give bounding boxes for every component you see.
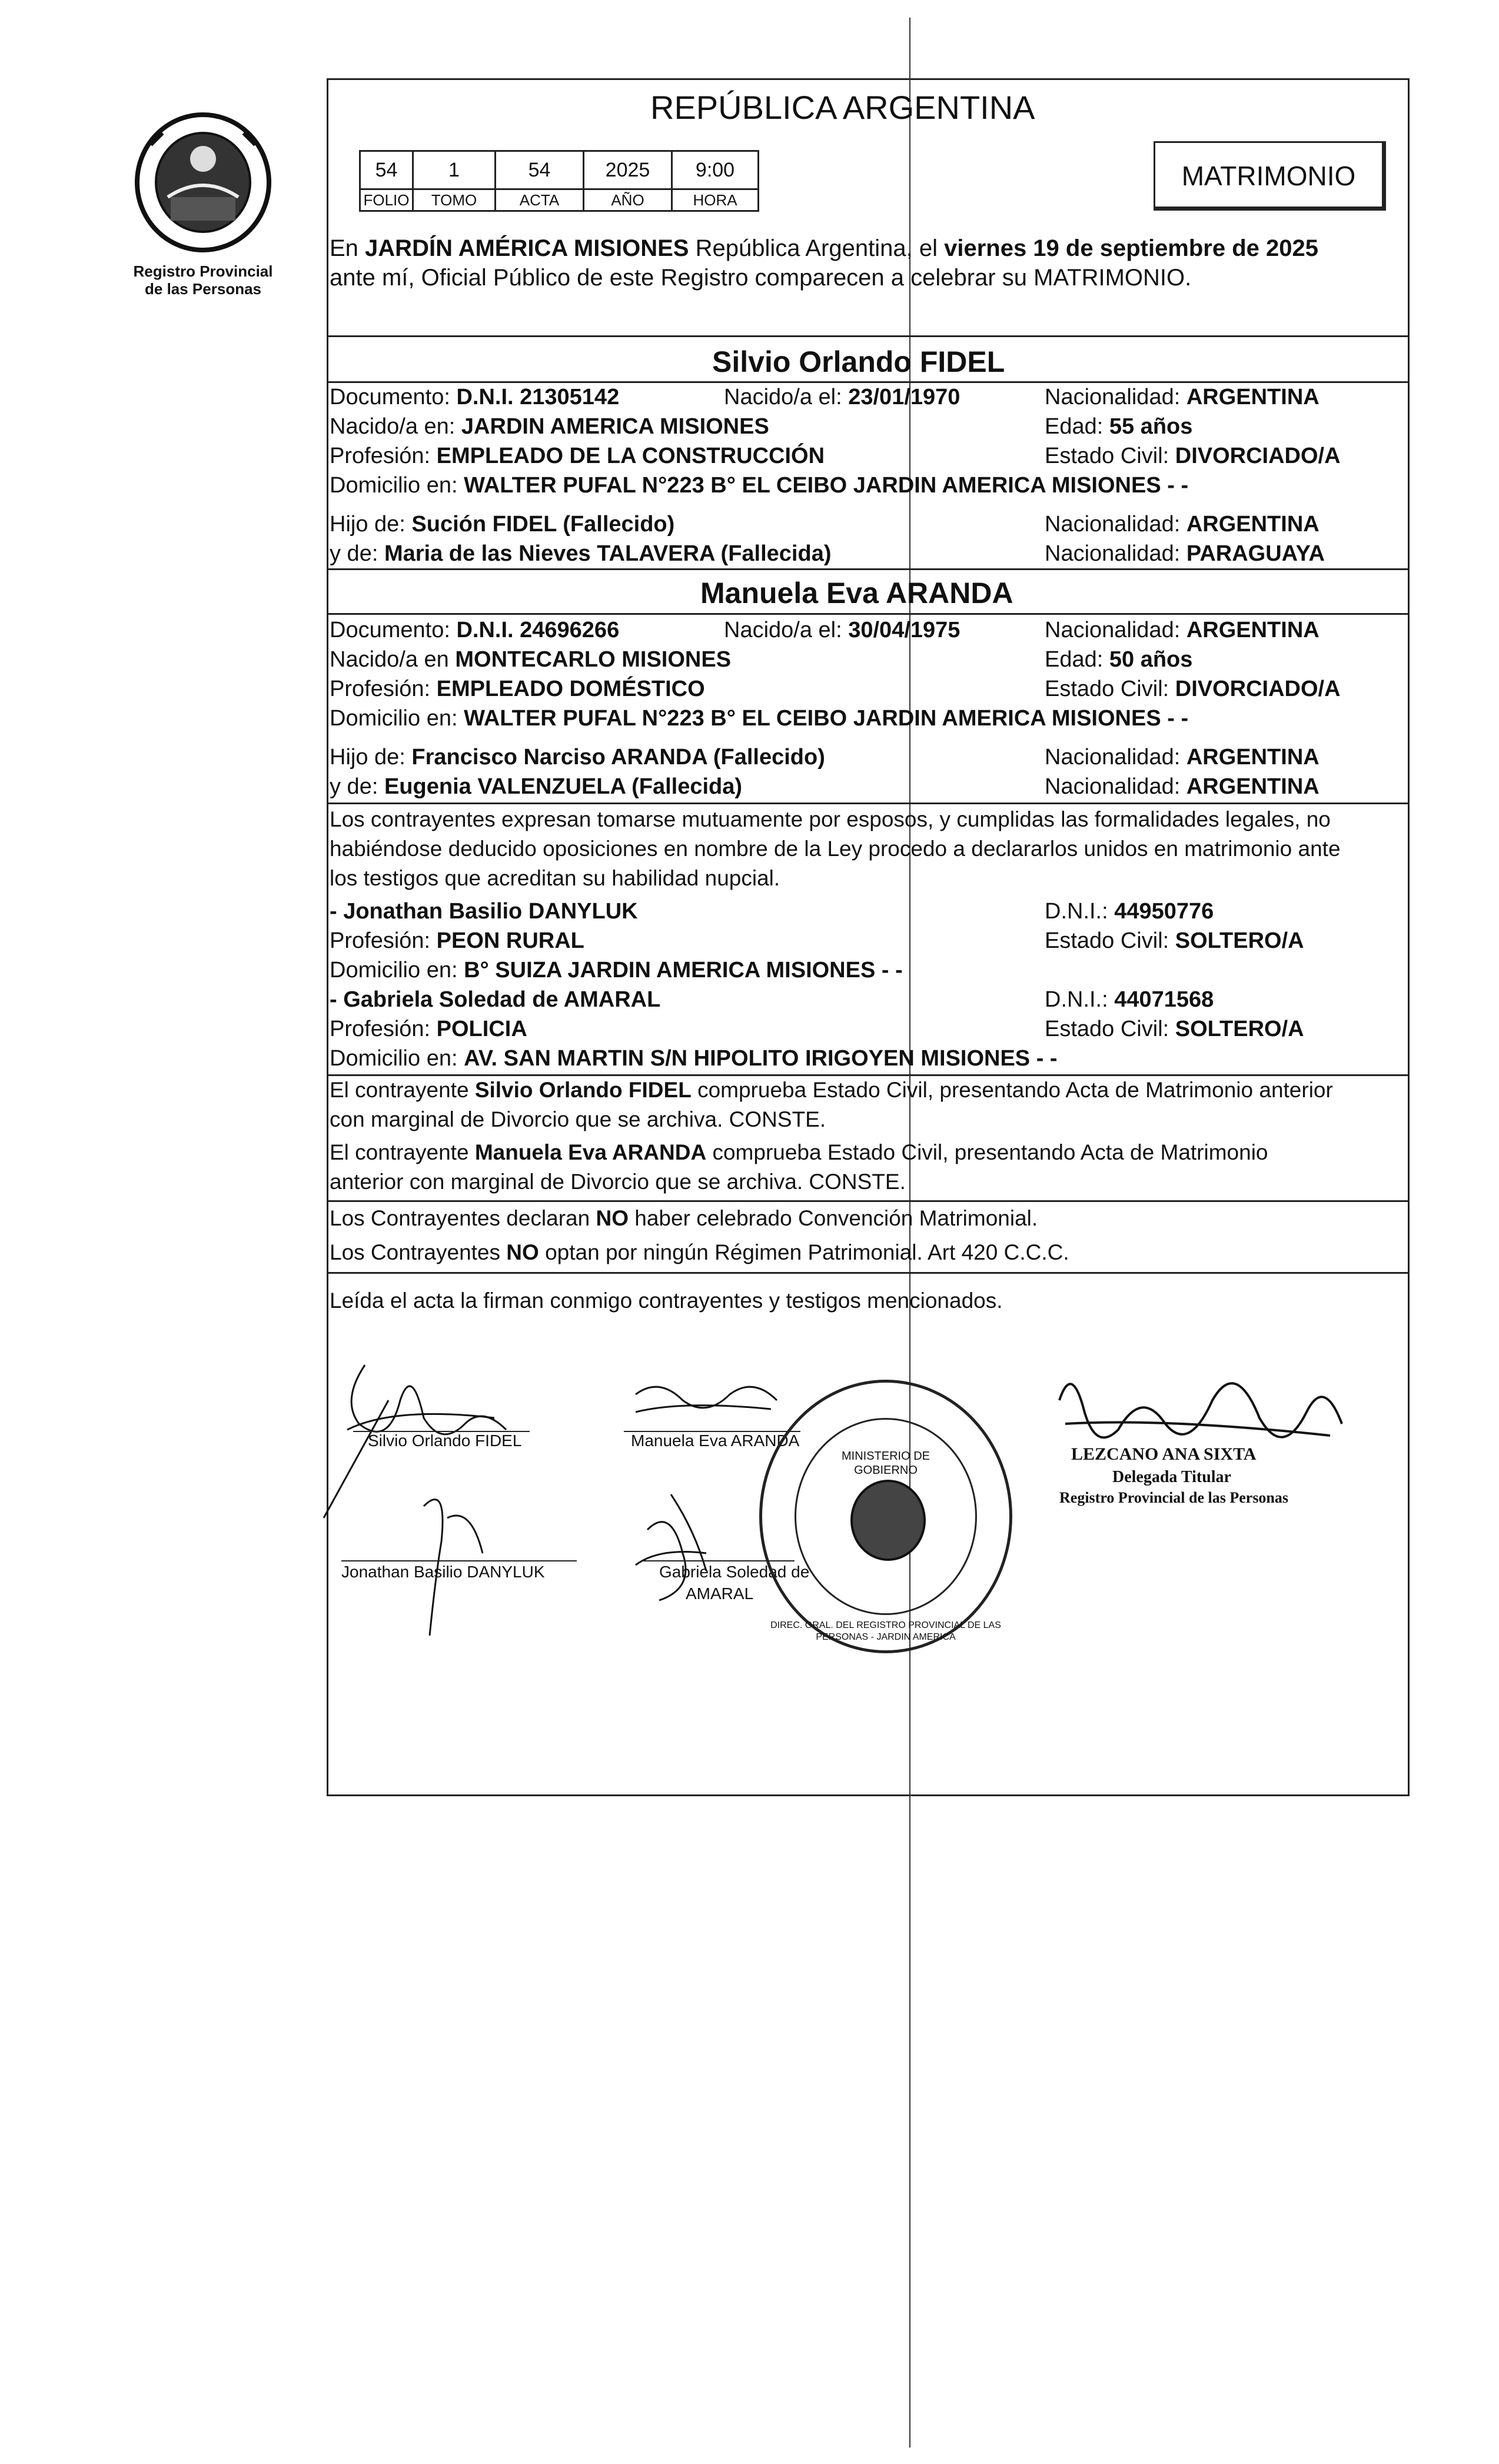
divider — [327, 1272, 1410, 1274]
label: Domicilio en: — [330, 473, 464, 498]
text: El contrayente — [330, 1140, 475, 1164]
witness1-name: - Jonathan Basilio DANYLUK — [330, 899, 638, 924]
label: Profesión: — [330, 1017, 437, 1041]
misiones-seal-icon — [127, 109, 280, 256]
divider — [327, 568, 1410, 570]
value: 50 años — [1109, 647, 1193, 672]
divider — [327, 613, 1410, 615]
regime-line-1 — [330, 1205, 1038, 1232]
note1-line-2: con marginal de Divorcio que se archiva. CONSTE. — [330, 1107, 826, 1131]
folio-label: FOLIO — [359, 188, 414, 212]
value: Francisco Narciso ARANDA (Fallecido) — [411, 745, 825, 770]
value: DIVORCIADO/A — [1175, 444, 1341, 468]
spouse2-father — [330, 744, 825, 771]
signature-2-label: Manuela Eva ARANDA — [631, 1431, 800, 1450]
label: Estado Civil: — [1045, 677, 1175, 701]
value: WALTER PUFAL N°223 B° EL CEIBO JARDIN AMERICA MISIONES - - — [464, 473, 1189, 498]
spouse2-father-nat — [1045, 744, 1319, 771]
value: Sución FIDEL (Fallecido) — [411, 512, 675, 537]
divider — [327, 803, 1410, 804]
spouse1-age — [1045, 413, 1192, 440]
label: Documento: — [330, 618, 457, 642]
spouse1-civil — [1045, 442, 1341, 470]
value: EMPLEADO DE LA CONSTRUCCIÓN — [436, 444, 825, 468]
value: ARGENTINA — [1186, 745, 1319, 770]
value: EMPLEADO DOMÉSTICO — [436, 677, 705, 701]
hora-label: HORA — [671, 188, 759, 212]
spouse1-prof — [330, 442, 825, 470]
official-role: Delegada Titular — [1112, 1468, 1231, 1486]
value: Eugenia VALENZUELA (Fallecida) — [384, 774, 743, 799]
spouse2-mother-nat — [1045, 773, 1319, 800]
label: Hijo de: — [330, 512, 412, 537]
intro-line-1 — [330, 234, 1318, 262]
value: ARGENTINA — [1186, 618, 1319, 642]
witness1-prof — [330, 927, 584, 954]
intro-date: viernes 19 de septiembre de 2025 — [944, 235, 1319, 261]
anio-value: 2025 — [583, 150, 673, 190]
spouse1-born — [724, 384, 960, 411]
value: POLICIA — [436, 1017, 527, 1041]
doc-type-label: MATRIMONIO — [1181, 161, 1356, 191]
stamp-inner-text: MINISTERIO DE GOBIERNO — [841, 1450, 930, 1477]
spouse1-nat — [1045, 384, 1319, 411]
value: AV. SAN MARTIN S/N HIPOLITO IRIGOYEN MISIONES - - — [464, 1046, 1058, 1071]
label: Nacionalidad: — [1045, 541, 1186, 566]
value: WALTER PUFAL N°223 B° EL CEIBO JARDIN AMERICA MISIONES - - — [464, 706, 1189, 731]
note2-line-2: anterior con marginal de Divorcio que se archiva. CONSTE. — [330, 1170, 906, 1194]
label: Nacionalidad: — [1045, 618, 1186, 642]
label: y de: — [330, 774, 384, 799]
label: Domicilio en: — [330, 1046, 464, 1071]
regime-line-2 — [330, 1239, 1069, 1266]
spouse2-prof — [330, 675, 705, 702]
text: El contrayente — [330, 1078, 475, 1102]
witness1-address — [330, 957, 903, 984]
label: Profesión: — [330, 677, 437, 701]
text: haber celebrado Convención Matrimonial. — [629, 1206, 1038, 1230]
intro-place: JARDÍN AMÉRICA MISIONES — [365, 235, 689, 261]
acta-label: ACTA — [494, 188, 584, 212]
label: Nacionalidad: — [1045, 385, 1186, 409]
acta-value: 54 — [494, 150, 584, 190]
label: Nacionalidad: — [1045, 774, 1186, 799]
signature-3-label: Jonathan Basilio DANYLUK — [341, 1563, 545, 1581]
value: Maria de las Nieves TALAVERA (Fallecida) — [384, 541, 832, 566]
spouse2-born — [724, 617, 960, 644]
sig-line-3 — [341, 1560, 577, 1561]
intro-l1-a: En — [330, 235, 365, 261]
tomo-value: 1 — [412, 150, 496, 190]
witness2-prof — [330, 1015, 527, 1043]
spouse2-mother — [330, 773, 742, 800]
witness1-dni — [1045, 898, 1214, 925]
label: y de: — [330, 541, 384, 566]
witness2-civil — [1045, 1015, 1304, 1043]
value: MONTECARLO MISIONES — [455, 647, 732, 672]
witness1-civil — [1045, 927, 1304, 954]
label: Profesión: — [330, 444, 437, 468]
official-stamp — [759, 1380, 1012, 1653]
stamp-center-emblem — [850, 1480, 926, 1561]
spouse1-mother — [330, 540, 832, 567]
text: Los Contrayentes — [330, 1240, 507, 1264]
label: Nacido/a el: — [724, 385, 849, 409]
note1-line-1 — [330, 1077, 1333, 1104]
hora-value: 9:00 — [671, 150, 759, 190]
name: Silvio Orlando FIDEL — [474, 1078, 692, 1102]
official-name: LEZCANO ANA SIXTA — [1071, 1444, 1257, 1464]
spouse1-father — [330, 511, 674, 538]
label: Nacionalidad: — [1045, 745, 1186, 770]
value: SOLTERO/A — [1175, 928, 1304, 953]
value: 23/01/1970 — [848, 385, 960, 409]
spouse2-birthplace — [330, 646, 731, 673]
spouse1-mother-nat — [1045, 540, 1325, 567]
value: B° SUIZA JARDIN AMERICA MISIONES - - — [464, 958, 903, 983]
divider — [327, 1200, 1410, 1202]
logo-caption-line1: Registro Provincial — [133, 262, 273, 280]
text: comprueba Estado Civil, presentando Acta de Matrimonio — [706, 1140, 1268, 1164]
signature-1-label: Silvio Orlando FIDEL — [368, 1431, 522, 1450]
text: optan por ningún Régimen Patrimonial. Art 420 C.C.C. — [539, 1240, 1069, 1264]
spouse1-father-nat — [1045, 511, 1319, 538]
value: ARGENTINA — [1186, 385, 1319, 409]
label: Nacido/a en — [330, 647, 456, 672]
intro-l1-b: República Argentina, el — [689, 235, 945, 261]
value: ARGENTINA — [1186, 774, 1319, 799]
label: Estado Civil: — [1045, 928, 1175, 953]
label: D.N.I.: — [1045, 899, 1115, 924]
label: Nacionalidad: — [1045, 512, 1186, 537]
value: 30/04/1975 — [848, 618, 960, 642]
divider — [327, 1074, 1410, 1076]
stamp-outer-text: DIREC. GRAL. DEL REGISTRO PROVINCIAL DE LAS PERSONAS - JARDIN AMERICA — [770, 1620, 1001, 1642]
label: Edad: — [1045, 647, 1109, 672]
label: Edad: — [1045, 414, 1109, 439]
spouse2-doc — [330, 617, 619, 644]
label: Documento: — [330, 385, 457, 409]
signature-4-label-2: AMARAL — [686, 1584, 754, 1603]
signature-4-label-1: Gabriela Soledad de — [659, 1563, 810, 1581]
no: NO — [506, 1240, 539, 1264]
folio-value: 54 — [359, 150, 414, 190]
spouse2-age — [1045, 646, 1192, 673]
label: Domicilio en: — [330, 958, 464, 983]
label: Estado Civil: — [1045, 1017, 1175, 1041]
spouse2-civil — [1045, 675, 1341, 702]
label: D.N.I.: — [1045, 987, 1115, 1012]
value: PARAGUAYA — [1186, 541, 1325, 566]
spouse1-address — [330, 472, 1188, 499]
name: Manuela Eva ARANDA — [474, 1140, 707, 1164]
divider — [327, 335, 1410, 337]
declaration-line-3: los testigos que acreditan su habilidad nupcial. — [330, 866, 780, 890]
official-office: Registro Provincial de las Personas — [1059, 1489, 1289, 1506]
label: Domicilio en: — [330, 706, 464, 731]
value: ARGENTINA — [1186, 512, 1319, 537]
value: PEON RURAL — [436, 928, 584, 953]
text: comprueba Estado Civil, presentando Acta de Matrimonio anterior — [691, 1078, 1333, 1102]
page-title: REPÚBLICA ARGENTINA — [650, 89, 1035, 126]
closing-text: Leída el acta la firman conmigo contrayentes y testigos mencionados. — [330, 1288, 1003, 1313]
spouse1-birthplace — [330, 413, 769, 440]
value: D.N.I. 24696266 — [456, 618, 620, 642]
value: JARDIN AMERICA MISIONES — [461, 414, 769, 439]
witness2-address — [330, 1045, 1058, 1072]
spouse1-doc — [330, 384, 619, 411]
doc-type-box — [1154, 141, 1386, 211]
tomo-label: TOMO — [412, 188, 496, 212]
spouse1-name: Silvio Orlando FIDEL — [712, 345, 1005, 378]
spouse2-name: Manuela Eva ARANDA — [700, 577, 1013, 610]
value: SOLTERO/A — [1175, 1017, 1304, 1041]
no: NO — [596, 1206, 629, 1230]
witness2-name: - Gabriela Soledad de AMARAL — [330, 987, 661, 1012]
value: 44071568 — [1114, 987, 1214, 1012]
declaration-line-2: habiéndose deducido oposiciones en nombre de la Ley procedo a declararlos unidos en matrimonio ante — [330, 837, 1341, 861]
label: Hijo de: — [330, 745, 412, 770]
witness2-dni — [1045, 986, 1214, 1013]
value: D.N.I. 21305142 — [456, 385, 620, 409]
value: DIVORCIADO/A — [1175, 677, 1341, 701]
note2-line-1 — [330, 1139, 1268, 1166]
label: Estado Civil: — [1045, 444, 1175, 468]
divider — [327, 381, 1410, 383]
logo-caption-line2: de las Personas — [145, 280, 261, 298]
label: Profesión: — [330, 928, 437, 953]
anio-label: AÑO — [583, 188, 673, 212]
text: Los Contrayentes declaran — [330, 1206, 596, 1230]
registry-logo — [127, 109, 280, 256]
spouse2-nat — [1045, 617, 1319, 644]
label: Nacido/a en: — [330, 414, 461, 439]
spouse2-address — [330, 705, 1188, 732]
declaration-line-1: Los contrayentes expresan tomarse mutuamente por esposos, y cumplidas las formalidades legales, no — [330, 807, 1331, 831]
label: Nacido/a el: — [724, 618, 849, 642]
intro-line-2: ante mí, Oficial Público de este Registro comparecen a celebrar su MATRIMONIO. — [330, 265, 1192, 291]
value: 55 años — [1109, 414, 1193, 439]
value: 44950776 — [1114, 899, 1214, 924]
